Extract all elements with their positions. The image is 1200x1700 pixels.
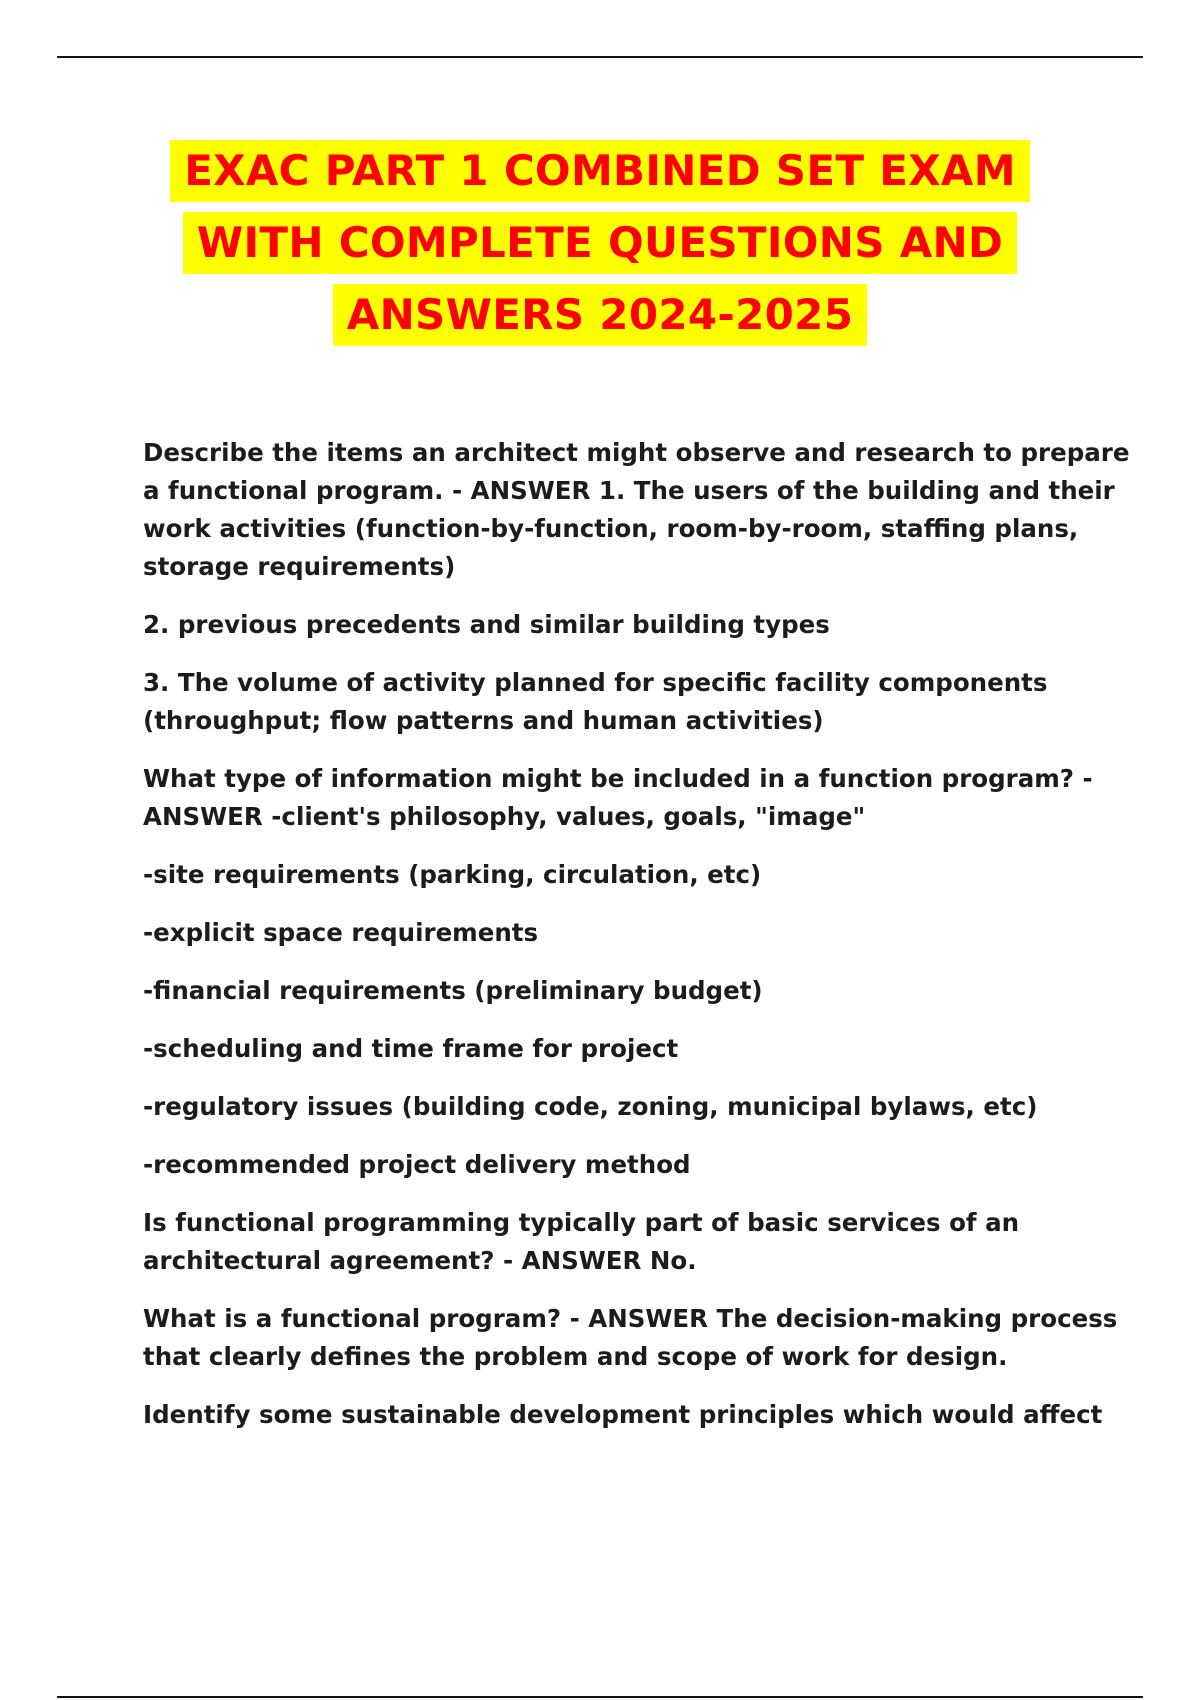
top-divider: [57, 56, 1143, 58]
qa-paragraph: 2. previous precedents and similar building types: [143, 610, 830, 639]
qa-paragraph: What is a functional program? - ANSWER The decision-making process that clearly defines the problem and scope of work for design.: [143, 1304, 1118, 1371]
qa-paragraph: 3. The volume of activity planned for specific facility components (throughput; flow patterns and human activities): [143, 668, 1048, 735]
qa-paragraph: -financial requirements (preliminary budget): [143, 976, 763, 1005]
qa-paragraph: What type of information might be included in a function program? - ANSWER -client's philosophy, values, goals, "image": [143, 764, 1093, 831]
qa-paragraph: -explicit space requirements: [143, 918, 539, 947]
qa-paragraph: -scheduling and time frame for project: [143, 1034, 679, 1063]
qa-paragraph: -regulatory issues (building code, zoning, municipal bylaws, etc): [143, 1092, 1038, 1121]
qa-paragraph: Identify some sustainable development principles which would affect: [143, 1400, 1103, 1429]
qa-paragraph: -recommended project delivery method: [143, 1150, 691, 1179]
bottom-divider: [57, 1696, 1143, 1698]
title-line-1: EXAC PART 1 COMBINED SET EXAM: [170, 140, 1030, 202]
document-title: [0, 140, 1200, 356]
title-line-2: WITH COMPLETE QUESTIONS AND: [183, 212, 1017, 274]
document-body: [143, 434, 1133, 1454]
qa-paragraph: -site requirements (parking, circulation, etc): [143, 860, 762, 889]
title-line-3: ANSWERS 2024-2025: [333, 284, 867, 346]
qa-paragraph: Is functional programming typically part of basic services of an architectural agreement? - ANSWER No.: [143, 1208, 1020, 1275]
qa-paragraph: Describe the items an architect might observe and research to prepare a functional program. - ANSWER 1. The users of the building and their work activities (function-by-function, room-by-room, staffing plans, storage requirements): [143, 438, 1130, 581]
